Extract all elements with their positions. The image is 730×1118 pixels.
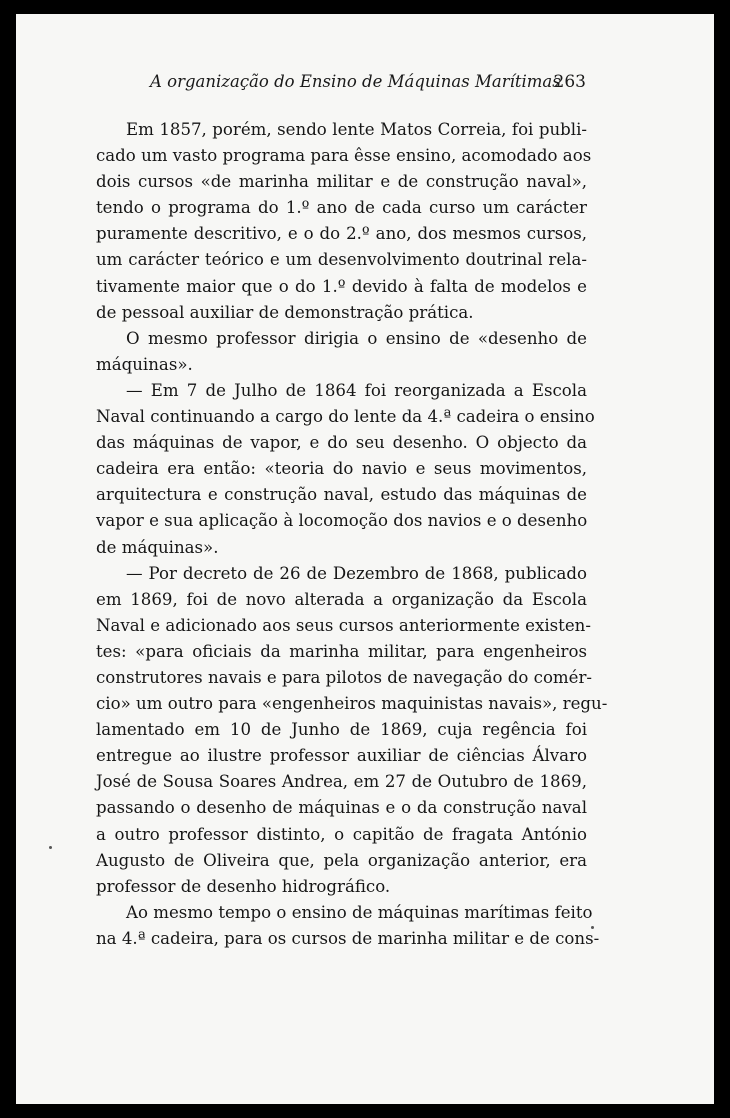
paragraph xyxy=(96,117,592,326)
text-line: vapor e sua aplicação à locomoção dos navios e o desenho xyxy=(96,511,588,531)
text-line: em 1869, foi de novo alterada a organização da Escola xyxy=(96,589,587,609)
text-line: tendo o programa do 1.º ano de cada curso um carácter xyxy=(96,198,587,218)
text-line: Ao mesmo tempo o ensino de máquinas marítimas feito xyxy=(126,902,593,922)
text-line: máquinas». xyxy=(96,354,193,374)
text-line: entregue ao ilustre professor auxiliar de ciências Álvaro xyxy=(96,746,587,766)
dust-speck xyxy=(49,846,52,849)
text-line: das máquinas de vapor, e do seu desenho. O objecto da xyxy=(96,433,587,453)
text-line: de pessoal auxiliar de demonstração prática. xyxy=(96,302,474,322)
text-line: tivamente maior que o do 1.º devido à falta de modelos e xyxy=(96,276,587,296)
dust-speck xyxy=(591,926,594,929)
text-line: de máquinas». xyxy=(96,537,219,557)
text-line: professor de desenho hidrográfico. xyxy=(96,876,391,896)
text-line: dois cursos «de marinha militar e de construção naval», xyxy=(96,172,587,192)
text-line: — Em 7 de Julho de 1864 foi reorganizada a Escola xyxy=(126,380,587,400)
text-line: cadeira era então: «teoria do navio e seus movimentos, xyxy=(96,459,587,479)
text-line: puramente descritivo, e o do 2.º ano, dos mesmos cursos, xyxy=(96,224,587,244)
page-number: 263 xyxy=(553,72,586,92)
paragraph xyxy=(96,326,587,378)
text-line: Naval e adicionado aos seus cursos anteriormente existen- xyxy=(96,615,591,635)
text-line: tes: «para oficiais da marinha militar, para engenheiros xyxy=(96,641,587,661)
text-line: na 4.ª cadeira, para os cursos de marinha militar e de cons- xyxy=(96,928,600,948)
text-line: — Por decreto de 26 de Dezembro de 1868, publicado xyxy=(126,563,587,583)
book-page xyxy=(16,14,714,1104)
body-text xyxy=(96,117,608,952)
text-line: cado um vasto programa para êsse ensino, acomodado aos xyxy=(96,146,592,166)
text-line: Naval continuando a cargo do lente da 4.ª cadeira o ensino xyxy=(96,407,595,427)
paragraph xyxy=(96,900,600,952)
text-line: cio» um outro para «engenheiros maquinistas navais», regu- xyxy=(96,694,608,714)
text-line: um carácter teórico e um desenvolvimento doutrinal rela- xyxy=(96,250,587,270)
text-line: a outro professor distinto, o capitão de fragata António xyxy=(96,824,587,844)
page-header xyxy=(146,72,586,98)
paragraph xyxy=(96,378,595,561)
running-title: A organização do Ensino de Máquinas Marítimas xyxy=(150,72,561,91)
text-line: Em 1857, porém, sendo lente Matos Correia, foi publi- xyxy=(126,120,587,139)
paragraph xyxy=(96,561,608,900)
text-line: construtores navais e para pilotos de navegação do comér- xyxy=(96,667,593,687)
text-line: José de Sousa Soares Andrea, em 27 de Outubro de 1869, xyxy=(96,772,587,792)
text-line: O mesmo professor dirigia o ensino de «desenho de xyxy=(126,328,587,348)
text-line: arquitectura e construção naval, estudo das máquinas de xyxy=(96,485,587,505)
text-line: passando o desenho de máquinas e o da construção naval xyxy=(96,798,587,818)
text-line: Augusto de Oliveira que, pela organização anterior, era xyxy=(96,850,587,870)
text-line: lamentado em 10 de Junho de 1869, cuja regência foi xyxy=(96,720,587,740)
